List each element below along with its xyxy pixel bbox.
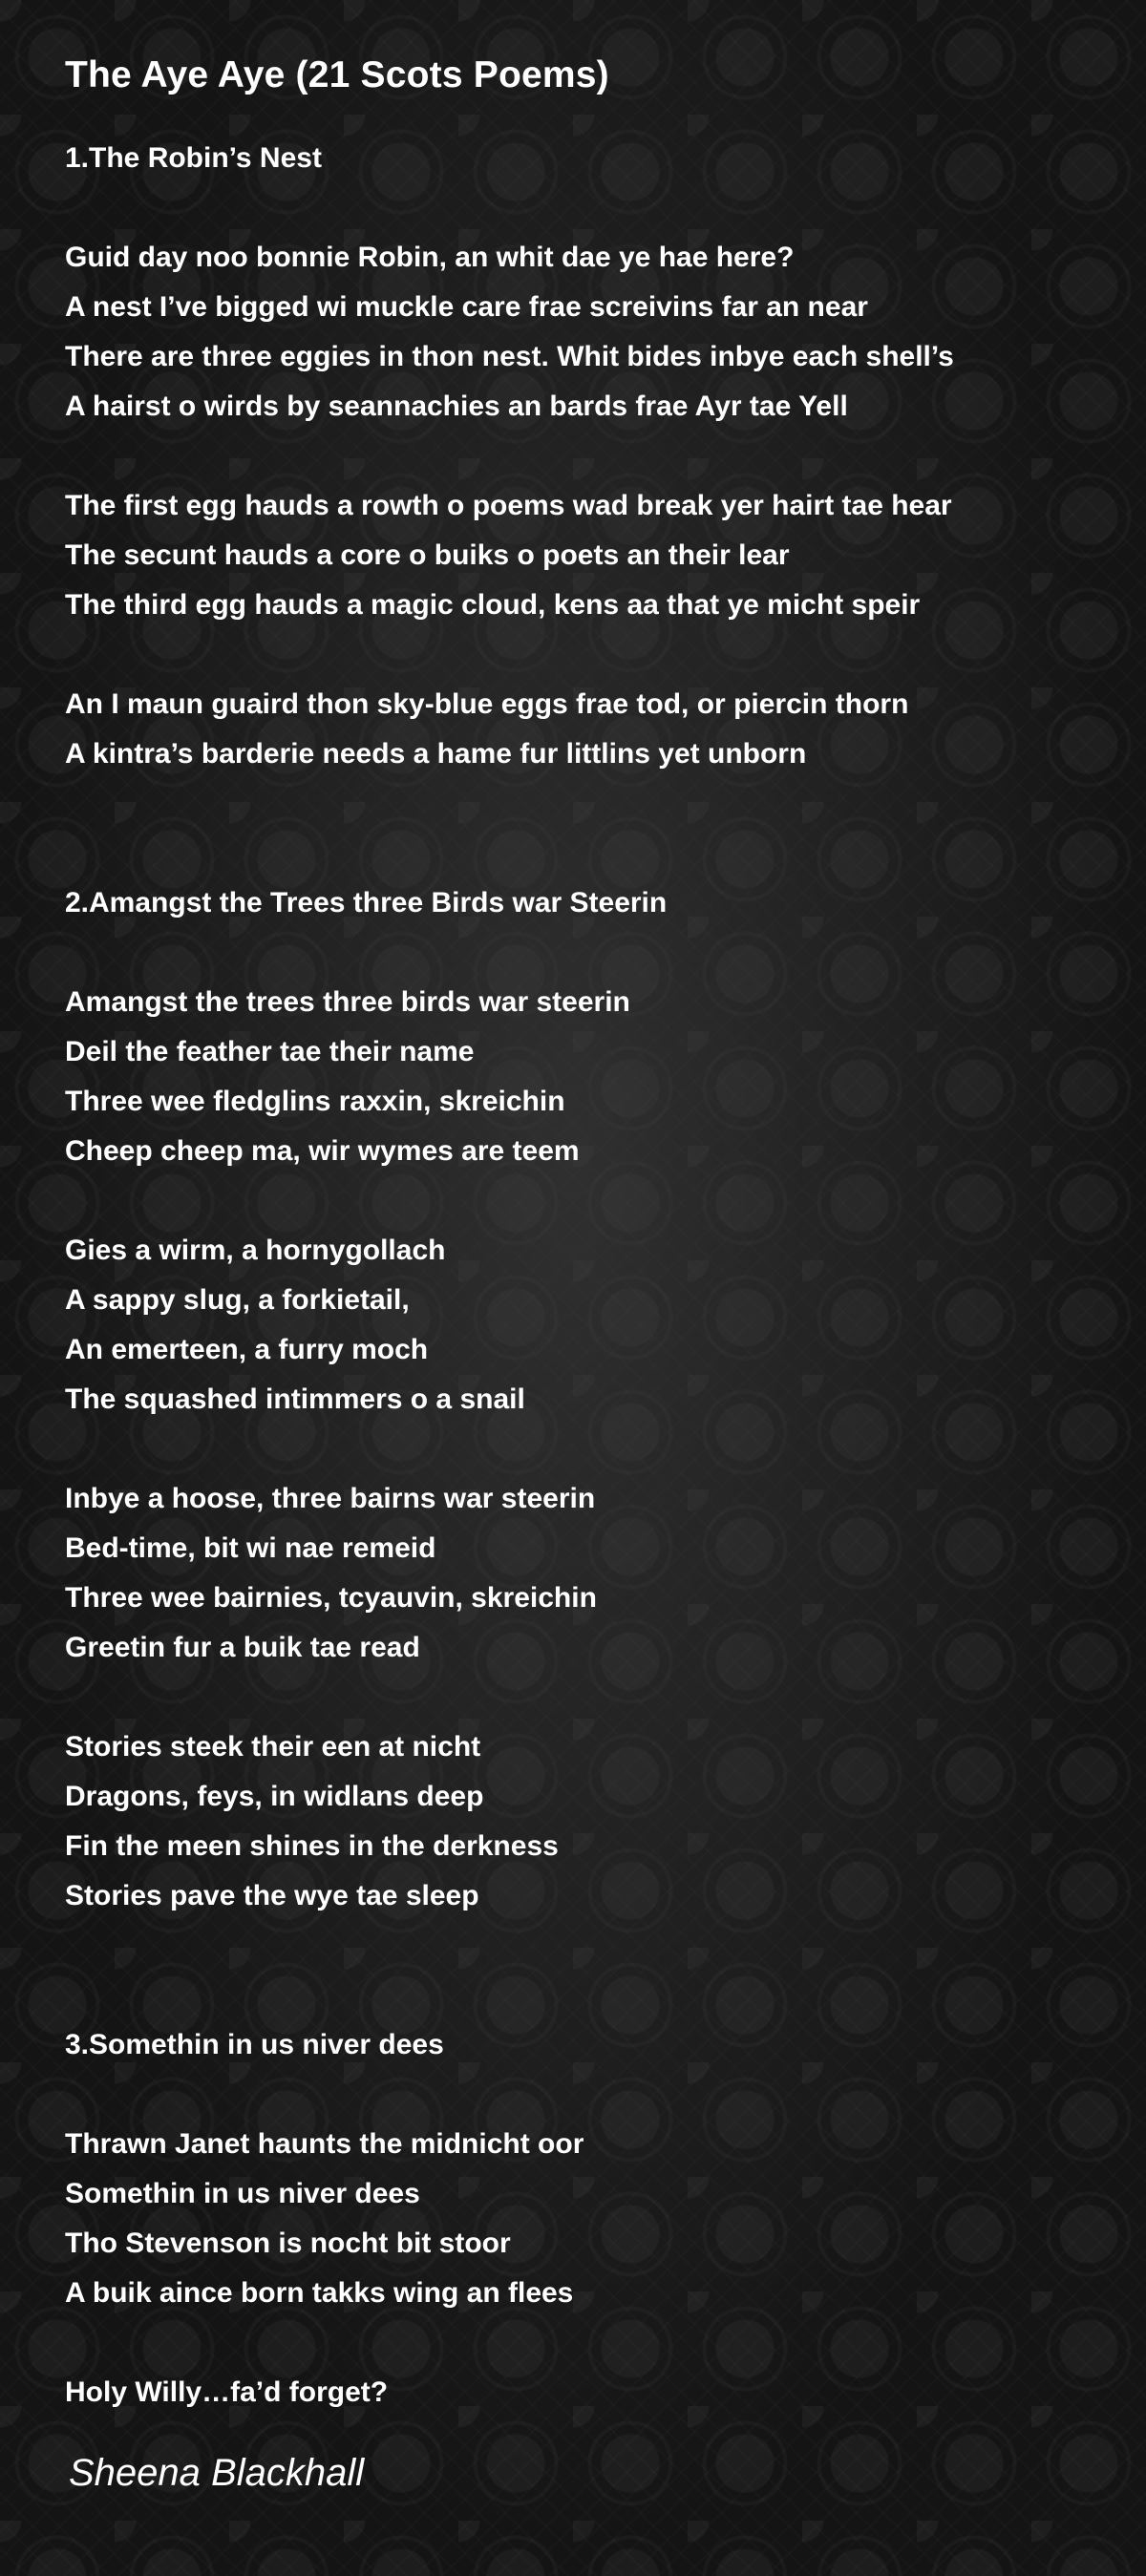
section-heading: 1.The Robin’s Nest [65, 142, 322, 174]
stanza-spacer [65, 432, 1115, 481]
poem-line: Amangst the trees three birds war steerin [65, 986, 630, 1018]
stanza-spacer [65, 630, 1115, 680]
stanza [65, 978, 1115, 1176]
stanza [65, 481, 1115, 630]
stanza-spacer [65, 183, 1115, 233]
poem-line: Stories steek their een at nicht [65, 1731, 481, 1763]
poem-line: A hairst o wirds by seannachies an bards frae Ayr tae Yell [65, 391, 848, 422]
poem-line: Stories pave the wye tae sleep [65, 1880, 479, 1911]
section-spacer [65, 779, 1115, 878]
poem-line: A kintra’s barderie needs a hame fur littlins yet unborn [65, 738, 807, 770]
poem-line: Cheep cheep ma, wir wymes are teem [65, 1135, 580, 1167]
poem-line: Somethin in us niver dees [65, 2178, 420, 2209]
poem-title: The Aye Aye (21 Scots Poems) [65, 54, 609, 95]
poem-line: Fin the meen shines in the derkness [65, 1830, 559, 1862]
poem-line: A buik aince born takks wing an flees [65, 2277, 574, 2309]
poem-line: Holy Willy…fa’d forget? [65, 2376, 389, 2408]
poem-line: Three wee fledglins raxxin, skreichin [65, 1086, 565, 1117]
poem-line: Three wee bairnies, tcyauvin, skreichin [65, 1582, 597, 1614]
poem-line: An emerteen, a furry moch [65, 1334, 429, 1365]
stanza [65, 1722, 1115, 1921]
poem-line: Bed-time, bit wi nae remeid [65, 1532, 436, 1564]
stanza-spacer [65, 2318, 1115, 2368]
poem-line: Inbye a hoose, three bairns war steerin [65, 1483, 596, 1514]
section-spacer [65, 1921, 1115, 2020]
section-heading: 3.Somethin in us niver dees [65, 2029, 444, 2060]
poem-line: Dragons, feys, in widlans deep [65, 1781, 484, 1812]
stanza-spacer [65, 1673, 1115, 1722]
stanza [65, 1226, 1115, 1425]
poem-page [65, 48, 1115, 2500]
poem-line: There are three eggies in thon nest. Whit bides inbye each shell’s [65, 341, 954, 372]
poem-line: Gies a wirm, a hornygollach [65, 1235, 446, 1266]
poem-line: An I maun guaird thon sky-blue eggs frae tod, or piercin thorn [65, 688, 909, 720]
stanza [65, 680, 1115, 779]
poem-line: Thrawn Janet haunts the midnicht oor [65, 2128, 584, 2160]
poem-line: The third egg hauds a magic cloud, kens aa that ye micht speir [65, 589, 921, 621]
stanza [65, 2368, 1115, 2418]
poem-body [65, 134, 1115, 2418]
poem-line: The squashed intimmers o a snail [65, 1383, 525, 1415]
stanza-spacer [65, 928, 1115, 978]
stanza [65, 2120, 1115, 2318]
poem-line: Tho Stevenson is nocht bit stoor [65, 2228, 511, 2259]
author-name: Sheena Blackhall [69, 2452, 365, 2494]
section-heading: 2.Amangst the Trees three Birds war Steerin [65, 887, 668, 918]
poem-line: The first egg hauds a rowth o poems wad break yer hairt tae hear [65, 490, 952, 521]
poem-line: A sappy slug, a forkietail, [65, 1284, 410, 1316]
poem-line: The secunt hauds a core o buiks o poets an their lear [65, 539, 790, 571]
stanza [65, 1474, 1115, 1673]
stanza-spacer [65, 1176, 1115, 1226]
poem-line: A nest I’ve bigged wi muckle care frae screivins far an near [65, 291, 868, 323]
stanza-spacer [65, 1425, 1115, 1474]
stanza [65, 233, 1115, 432]
poem-line: Deil the feather tae their name [65, 1036, 475, 1067]
poem-line: Greetin fur a buik tae read [65, 1632, 420, 1663]
stanza-spacer [65, 2070, 1115, 2120]
poem-line: Guid day noo bonnie Robin, an whit dae ye hae here? [65, 242, 795, 273]
